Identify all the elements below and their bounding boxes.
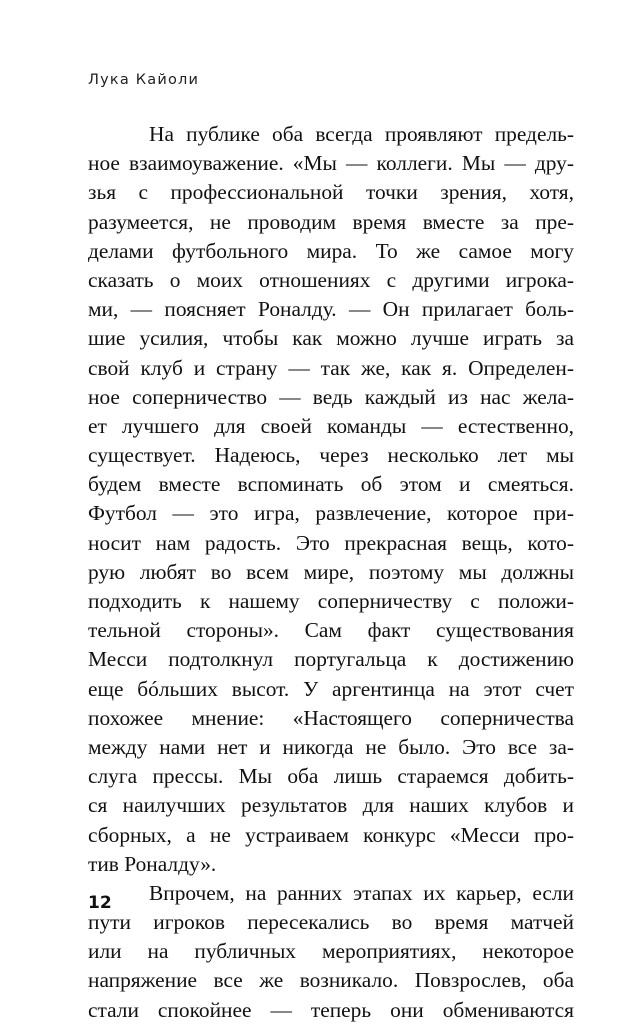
text-line: зья с профессиональной точки зрения, хотя, [88,180,574,205]
text-line: свой клуб и страну — так же, как я. Определен- [88,355,574,380]
body-text [88,120,574,1025]
text-line: сказать о моих отношениях с другими игрока- [88,267,574,292]
text-line: существует. Надеюсь, через несколько лет мы [88,443,574,468]
text-line: пути игроков пересекались во время матчей [88,910,574,935]
text-line: между нами нет и никогда не было. Это все за- [88,734,574,759]
text-line: делами футбольного мира. То же самое могу [88,238,574,263]
text-line: напряжение все же возникало. Повзрослев, оба [88,968,574,993]
text-line: Впрочем, на ранних этапах их карьер, если [149,880,574,905]
text-line: ное соперничество — ведь каждый из нас жела- [88,384,574,409]
text-line: ное взаимоуважение. «Мы — коллеги. Мы — дру- [88,151,574,176]
text-line: шие усилия, чтобы как можно лучше играть за [88,326,574,351]
text-line: ся наилучших результатов для наших клубов и [88,793,574,818]
text-line: На публике оба всегда проявляют предель- [149,122,574,146]
text-line: тив Роналду». [88,851,217,876]
running-head-author: Лука Кайоли [88,72,200,88]
text-line: рую любят во всем мире, поэтому мы должны [88,559,574,584]
text-line: слуга прессы. Мы оба лишь стараемся добить- [88,764,574,789]
text-line: ет лучшего для своей команды — естественно, [88,413,574,438]
text-line: тельной стороны». Сам факт существования [88,618,574,643]
text-line: подходить к нашему соперничеству с положи- [88,589,574,613]
text-line: сборных, а не устраиваем конкурс «Месси про- [88,822,574,847]
text-line: или на публичных мероприятиях, некоторое [88,939,574,964]
text-line: ми, — поясняет Роналду. — Он прилагает боль- [88,297,574,322]
text-line: похожее мнение: «Настоящего соперничества [88,705,574,730]
text-line: Футбол — это игра, развлечение, которое при- [88,501,574,526]
text-line: стали спокойнее — теперь они обмениваются [88,997,574,1022]
text-line: будем вместе вспоминать об этом и смеяться. [88,472,574,497]
text-line: носит нам радость. Это прекрасная вещь, кото- [88,530,574,555]
text-line: разумеется, не проводим время вместе за пре- [88,209,574,234]
text-line: Месси подтолкнул португальца к достижению [88,647,574,672]
text-line: еще бóльших высот. У аргентинца на этот счет [88,676,574,701]
page-number: 12 [88,893,112,913]
